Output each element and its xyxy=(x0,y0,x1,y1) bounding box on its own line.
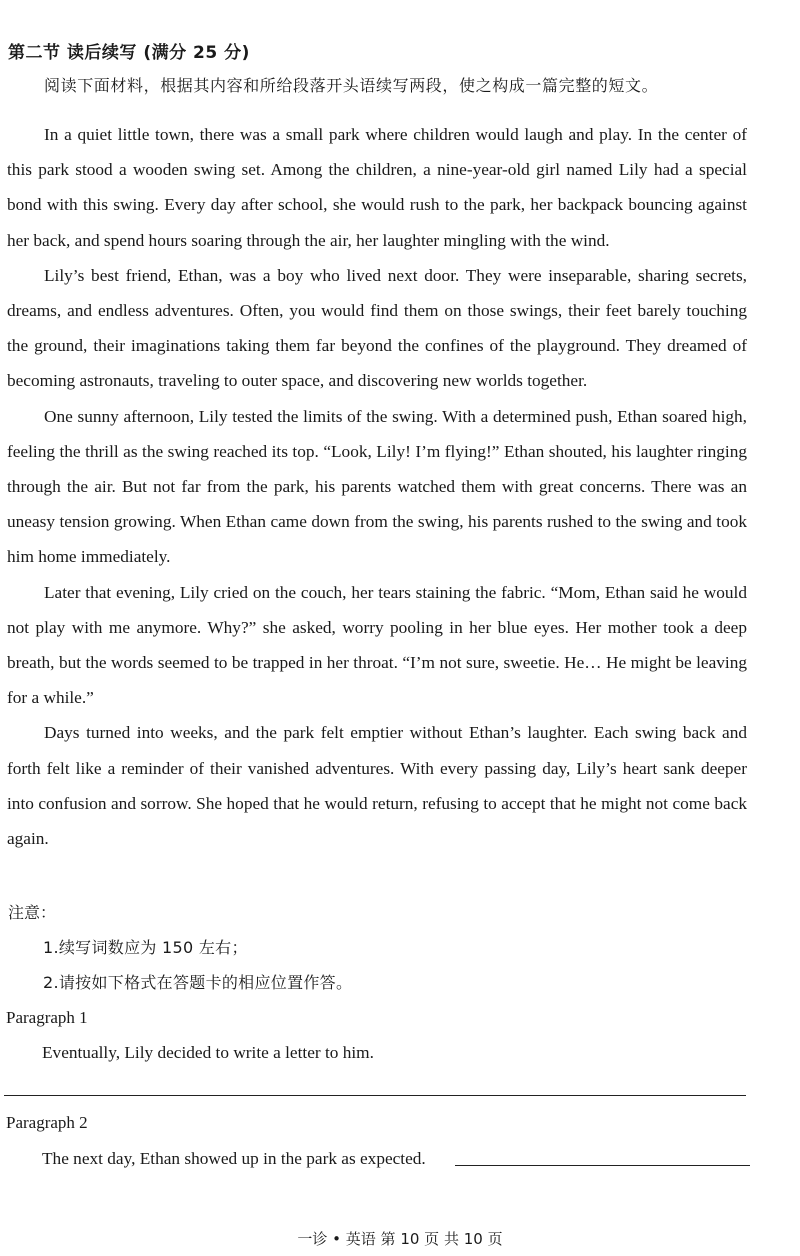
reading-passage xyxy=(7,117,747,856)
answer-line xyxy=(4,1095,746,1096)
answer-line-tail xyxy=(455,1165,750,1166)
note-answer-format: 2.请按如下格式在答题卡的相应位置作答。 xyxy=(43,973,353,992)
paragraph-2-label: Paragraph 2 xyxy=(6,1113,88,1132)
notes-title: 注意： xyxy=(8,903,57,922)
paragraph-1-opening: Eventually, Lily decided to write a letter to him. xyxy=(42,1043,374,1062)
passage-paragraph-4: Later that evening, Lily cried on the couch, her tears staining the fabric. “Mom, Ethan said he would not play with me anymore. Why?” she asked, worry pooling in her blue eyes. Her mother took a deep breath, but the words seemed to be trapped in her throat. “I’m not sure, sweetie. He… He might be leaving for a while.” xyxy=(7,582,747,708)
page-footer: 一诊 • 英语 第 10 页 共 10 页 xyxy=(297,1230,503,1248)
paragraph-1-label: Paragraph 1 xyxy=(6,1008,88,1027)
task-instruction: 阅读下面材料，根据其内容和所给段落开头语续写两段，使之构成一篇完整的短文。 xyxy=(44,76,659,95)
paragraph-2-opening: The next day, Ethan showed up in the park as expected. xyxy=(42,1149,426,1168)
section-title: 第二节 读后续写 (满分 25 分) xyxy=(8,43,250,63)
passage-paragraph-2: Lily’s best friend, Ethan, was a boy who lived next door. They were inseparable, sharing secrets, dreams, and endless adventures. Often, you would find them on those swings, their feet barely touching the ground, their imaginations taking them far beyond the confines of the playground. They dreamed of becoming astronauts, traveling to outer space, and discovering new worlds together. xyxy=(7,265,747,391)
passage-paragraph-3: One sunny afternoon, Lily tested the limits of the swing. With a determined push, Ethan soared high, feeling the thrill as the swing reached its top. “Look, Lily! I’m flying!” Ethan shouted, his laughter ringing through the air. But not far from the park, his parents watched them with great concerns. There was an uneasy tension growing. When Ethan came down from the swing, his parents rushed to the swing and took him home immediately. xyxy=(7,406,747,567)
passage-paragraph-5: Days turned into weeks, and the park felt emptier without Ethan’s laughter. Each swing back and forth felt like a reminder of their vanished adventures. With every passing day, Lily’s heart sank deeper into confusion and sorrow. She hoped that he would return, refusing to accept that he might not come back again. xyxy=(7,723,747,849)
note-word-count: 1.续写词数应为 150 左右； xyxy=(43,938,248,957)
passage-paragraph-1: In a quiet little town, there was a small park where children would laugh and play. In the center of this park stood a wooden swing set. Among the children, a nine-year-old girl named Lily had a special bond with this swing. Every day after school, she would rush to the park, her backpack bouncing against her back, and spend hours soaring through the air, her laughter mingling with the wind. xyxy=(7,125,747,250)
